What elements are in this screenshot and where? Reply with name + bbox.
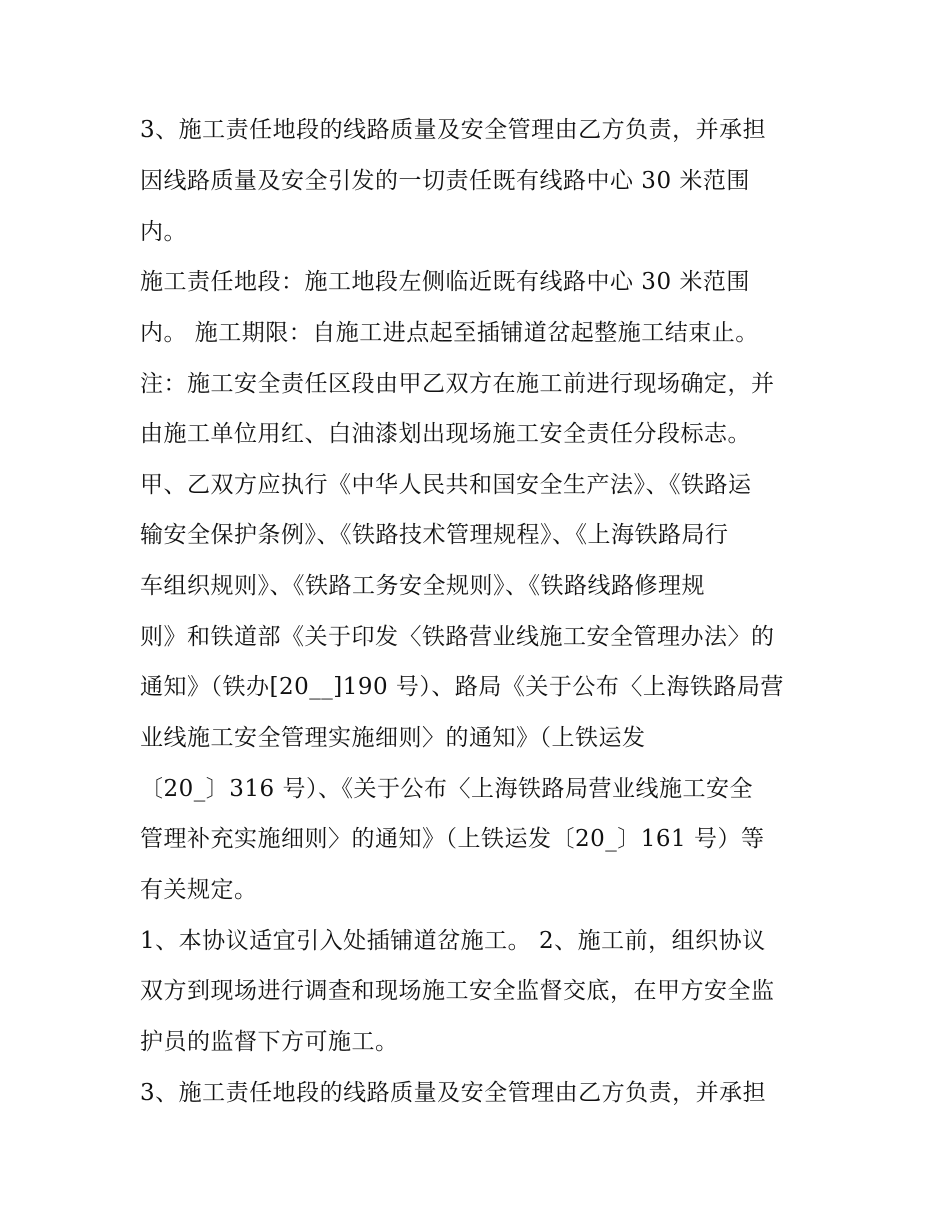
text-line-20: 3、施工责任地段的线路质量及安全管理由乙方负责，并承担: [140, 1080, 767, 1106]
text-line-18: 双方到现场进行调查和现场施工安全监督交底，在甲方安全监: [140, 978, 775, 1004]
text-line-3: 内。: [140, 219, 187, 245]
text-line-19: 护员的监督下方可施工。: [140, 1029, 399, 1055]
text-line-1: 3、施工责任地段的线路质量及安全管理由乙方负责，并承担: [140, 117, 767, 143]
text-line-2: 因线路质量及安全引发的一切责任既有线路中心 30 米范围: [140, 168, 750, 194]
text-line-16: 有关规定。: [140, 877, 258, 903]
text-line-11: 则》和铁道部《关于印发〈铁路营业线施工安全管理办法〉的: [140, 624, 775, 650]
text-line-4: 施工责任地段：施工地段左侧临近既有线路中心 30 米范围: [140, 269, 750, 295]
text-line-14: 〔20_〕316 号）、《关于公布〈上海铁路局营业线施工安全: [140, 776, 753, 802]
text-line-10: 车组织规则》、《铁路工务安全规则》、《铁路线路修理规: [140, 573, 705, 599]
text-line-5: 内。 施工期限：自施工进点起至插铺道岔起整施工结束止。: [140, 320, 759, 346]
text-line-7: 由施工单位用红、白油漆划出现场施工安全责任分段标志。: [140, 421, 751, 447]
text-line-8: 甲、乙双方应执行《中华人民共和国安全生产法》、《铁路运: [140, 472, 752, 498]
text-line-6: 注：施工安全责任区段由甲乙双方在施工前进行现场确定，并: [140, 371, 775, 397]
text-line-13: 业线施工安全管理实施细则〉的通知》（上铁运发: [140, 725, 646, 751]
text-line-12: 通知》（铁办[20__]190 号）、路局《关于公布〈上海铁路局营: [140, 674, 784, 700]
text-line-17: 1、本协议适宜引入处插铺道岔施工。 2、施工前，组织协议: [140, 928, 766, 954]
text-line-15: 管理补充实施细则〉的通知》（上铁运发〔20_〕161 号）等: [140, 826, 765, 852]
text-line-9: 输安全保护条例》、《铁路技术管理规程》、《上海铁路局行: [140, 522, 729, 548]
